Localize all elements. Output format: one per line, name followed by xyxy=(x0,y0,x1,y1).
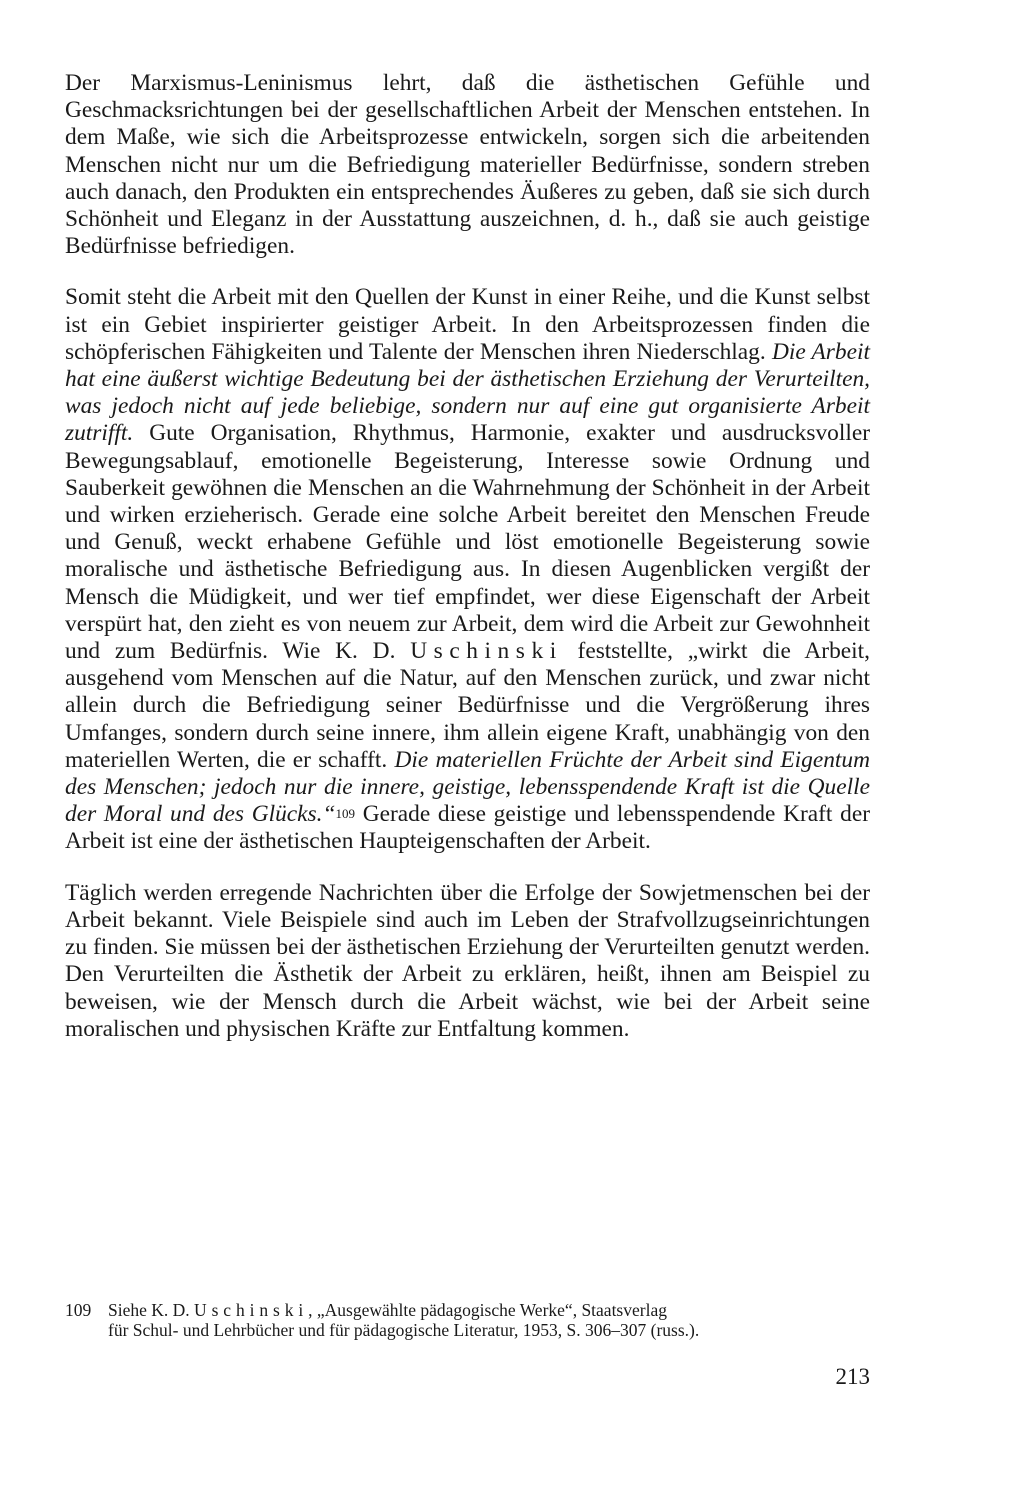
footnote-text-c: , „Ausgewählte pädagogische Werke“, Staatsverlag xyxy=(308,1300,667,1320)
paragraph-2-text-i: Gerade diese geistige und lebensspendende Kraft der Arbeit ist eine der ästhetischen Haupteigenschaften der Arbeit. xyxy=(65,801,870,855)
paragraph-2-text-a: Somit steht die Arbeit mit den Quellen der Kunst in einer Reihe, und die Kunst selbst ist ein Gebiet inspirierter geistiger Arbeit. In den Arbeitsprozessen finden die schöpferischen Fähigkeiten und Talente der Menschen ihren Niederschlag. xyxy=(65,284,870,365)
paragraph-2-emphasis-b: Die materiellen Früchte der Arbeit sind Eigentum des Menschen; jedoch nur die innere, geistige, lebensspendende Kraft ist die Quelle der Moral und des Glücks. xyxy=(65,746,870,828)
footnote-number: 109 xyxy=(65,1300,92,1320)
footnote-author-spaced: Uschinski xyxy=(194,1300,309,1320)
author-name-spaced: Uschinski xyxy=(410,638,563,665)
paragraph-2-text-c: Gute Organisation, Rhythmus, Harmonie, exakter und ausdrucksvoller Bewegungsablauf, emotionelle Begeisterung, Interesse sowie Ordnung und Sauberkeit gewöhnen die Menschen an die Wahrnehmung der Schönheit in der Arbeit und wirken erzieherisch. Gerade eine solche Arbeit bereitet den Menschen Freude und Genuß, weckt erhabene Gefühle und löst emotionelle Begeisterung sowie moralische und ästhetische Befriedigung aus. In diesen Augenblicken vergißt der Mensch die Müdigkeit, und wer tief empfindet, wer diese Eigenschaft der Arbeit verspürt hat, den zieht es von neuem zur Arbeit, dem wird die Arbeit zur Gewohnheit und zum Bedürfnis. Wie K. D. xyxy=(65,420,870,665)
footnote xyxy=(65,1300,870,1340)
footnote-text-line2: für Schul- und Lehrbücher und für pädagogische Literatur, 1953, S. 306–307 (russ.). xyxy=(108,1320,700,1340)
footnote-text-a: Siehe K. D. xyxy=(108,1300,195,1320)
footnote-reference[interactable]: 109 xyxy=(335,806,356,822)
closing-quote: “ xyxy=(322,801,336,828)
paragraph-2-emphasis-a: Die Arbeit hat eine äußerst wichtige Bedeutung bei der ästhetischen Erziehung der Verurteilten, was jedoch nicht auf jede beliebige, sondern nur auf eine gut organisierte Arbeit zutrifft. xyxy=(65,338,870,447)
page-number: 213 xyxy=(835,1364,870,1389)
paragraph-3: Täglich werden erregende Nachrichten über die Erfolge der Sowjetmenschen bei der Arbeit bekannt. Viele Beispiele sind auch im Leben der Strafvollzugseinrichtungen zu finden. Sie müssen bei der ästhetischen Erziehung der Verurteilten genutzt werden. Den Verurteilten die Ästhetik der Arbeit zu erklären, heißt, ihnen am Beispiel zu beweisen, wie der Mensch durch die Arbeit wächst, wie bei der Arbeit seine moralischen und physischen Kräfte zur Entfaltung kommen. xyxy=(65,879,870,1042)
paragraph-2-text-e: feststellte, „wirkt die Arbeit, ausgehend vom Menschen auf die Natur, auf den Menschen zurück, und zwar nicht allein durch die Befriedigung seiner Bedürfnisse und die Vergrößerung ihres Umfanges, sondern durch seine innere, ihm allein eigene Kraft, unabhängig von den materiellen Werten, die er schafft. xyxy=(65,638,870,773)
paragraph-2 xyxy=(65,284,870,855)
paragraph-1: Der Marxismus-Leninismus lehrt, daß die ästhetischen Gefühle und Geschmacksrichtungen bei der gesellschaftlichen Arbeit der Menschen entstehen. In dem Maße, wie sich die Arbeitsprozesse entwickeln, sorgen sich die arbeitenden Menschen nicht nur um die Befriedigung materieller Bedürfnisse, sondern streben auch danach, den Produkten ein entsprechendes Äußeres zu geben, daß sie sich durch Schönheit und Eleganz in der Ausstattung auszeichnen, d. h., daß sie auch geistige Bedürfnisse befriedigen. xyxy=(65,70,870,260)
page-body xyxy=(65,70,870,1043)
